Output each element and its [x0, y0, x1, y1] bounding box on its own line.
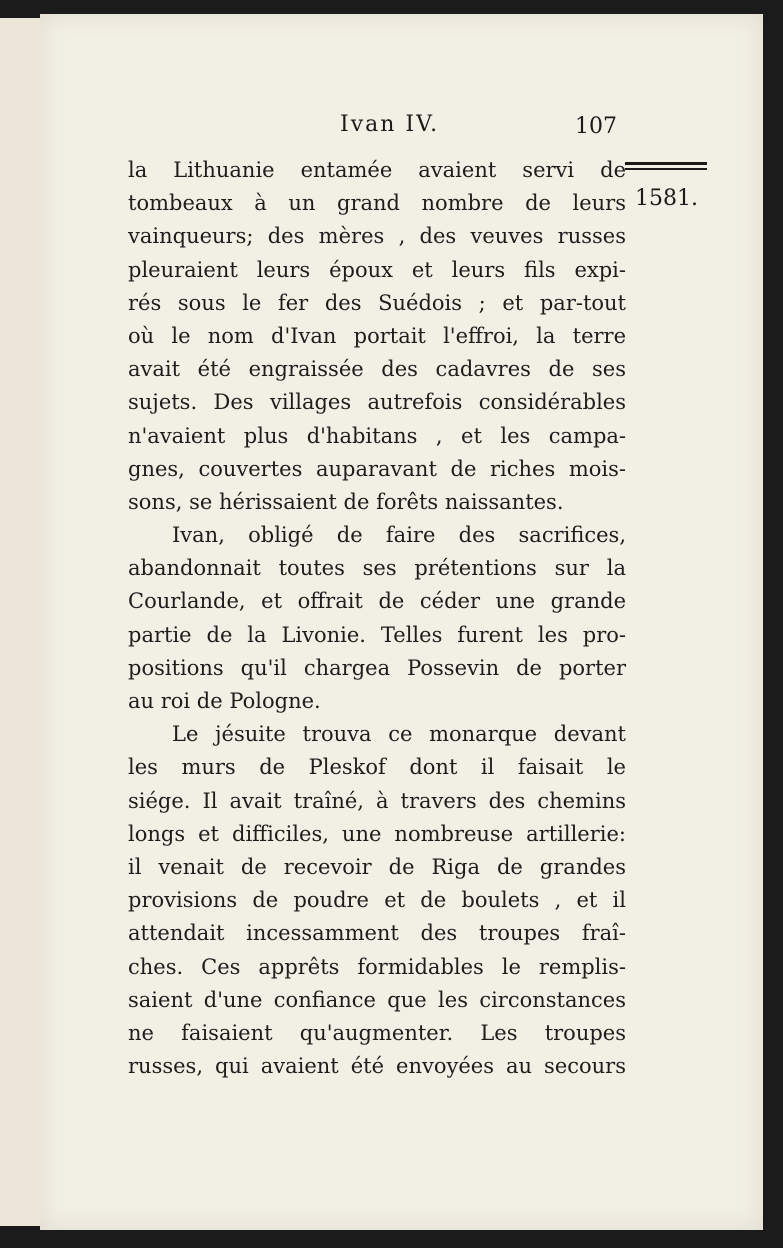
body-text: [128, 154, 626, 1083]
text-line: rés sous le fer des Suédois ; et par-tout: [128, 290, 626, 315]
text-line: vainqueurs; des mères , des veuves russes: [128, 224, 626, 249]
text-line: Courlande, et offrait de céder une grande: [128, 589, 626, 614]
running-title: Ivan IV.: [340, 112, 440, 137]
text-line: il venait de recevoir de Riga de grandes: [128, 854, 626, 879]
facing-page-edge: [0, 18, 41, 1226]
text-line: tombeaux à un grand nombre de leurs: [128, 191, 626, 216]
text-line: les murs de Pleskof dont il faisait le: [128, 755, 626, 780]
text-line: partie de la Livonie. Telles furent les pro-: [128, 622, 626, 647]
text-line: positions qu'il chargea Possevin de porter: [128, 655, 626, 680]
text-line: où le nom d'Ivan portait l'effroi, la terre: [128, 323, 626, 348]
text-line: ne faisaient qu'augmenter. Les troupes: [128, 1020, 626, 1045]
text-line: avait été engraissée des cadavres de ses: [128, 357, 626, 382]
text-line: abandonnait toutes ses prétentions sur la: [128, 556, 626, 581]
text-line: pleuraient leurs époux et leurs fils expi-: [128, 257, 626, 282]
text-line: Ivan, obligé de faire des sacrifices,: [172, 523, 626, 548]
text-line: au roi de Pologne.: [128, 689, 321, 713]
text-line: longs et difficiles, une nombreuse artillerie:: [128, 821, 626, 846]
text-line: attendait incessamment des troupes fraî-: [128, 921, 626, 946]
header-rule-line: [625, 168, 707, 170]
text-line: n'avaient plus d'habitans , et les campa-: [128, 423, 626, 448]
text-line: saient d'une confiance que les circonstances: [128, 987, 626, 1012]
text-line: la Lithuanie entamée avaient servi de: [128, 158, 626, 182]
book-page: [40, 14, 763, 1230]
header-rule: [625, 162, 707, 172]
header-rule-line: [625, 162, 707, 165]
text-line: Le jésuite trouva ce monarque devant: [172, 722, 626, 747]
text-line: gnes, couvertes auparavant de riches mois-: [128, 456, 626, 481]
text-line: russes, qui avaient été envoyées au secours: [128, 1054, 626, 1079]
text-line: sujets. Des villages autrefois considérables: [128, 390, 626, 415]
page-number: 107: [575, 114, 617, 139]
text-line: provisions de poudre et de boulets , et il: [128, 888, 626, 913]
running-head: [40, 112, 763, 152]
text-line: siége. Il avait traîné, à travers des chemins: [128, 788, 626, 813]
text-line: sons, se hérissaient de forêts naissantes.: [128, 489, 564, 514]
text-line: ches. Ces apprêts formidables le remplis-: [128, 954, 626, 979]
margin-year-note: 1581.: [635, 186, 698, 211]
